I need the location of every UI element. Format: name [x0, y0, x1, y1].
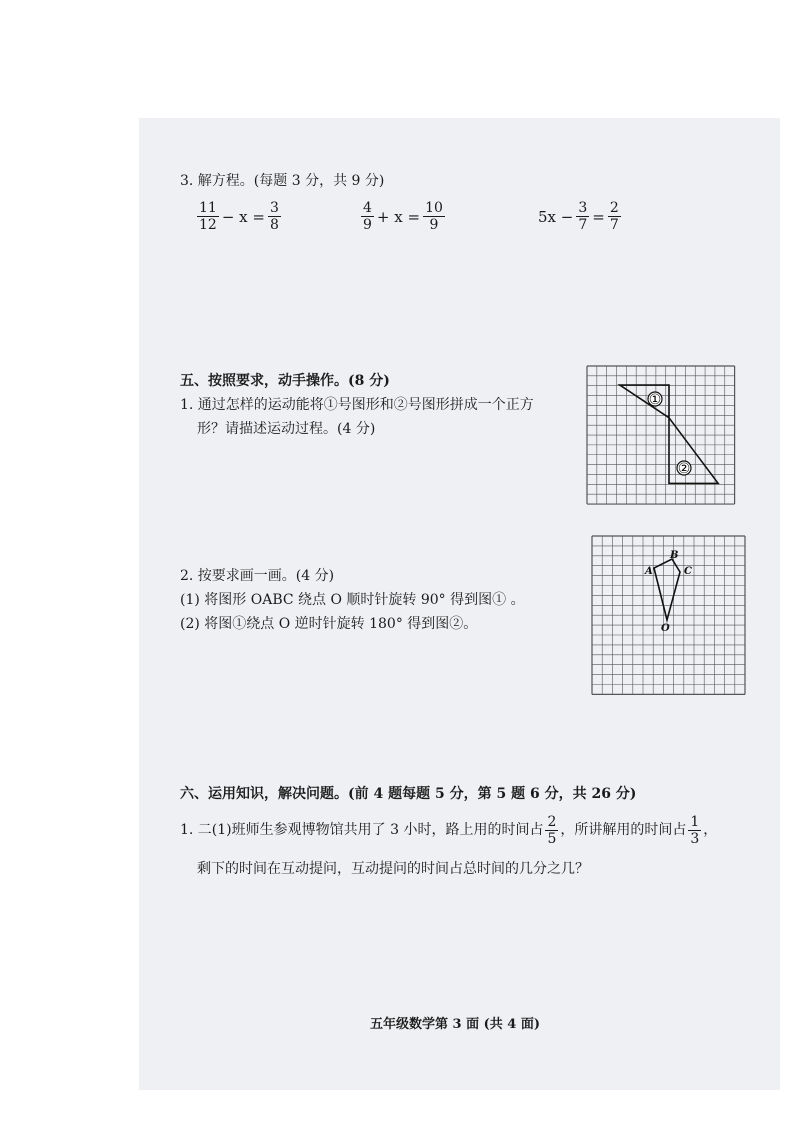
point-b-label: B — [670, 550, 679, 561]
point-o-label: O — [661, 623, 670, 634]
shape-oabc — [654, 559, 680, 620]
section5-q1-line1: 1. 通过怎样的运动能将①号图形和②号图形拼成一个正方 — [180, 397, 534, 413]
point-a-label: A — [645, 566, 653, 577]
eq3-prefix: 5x − — [538, 207, 574, 226]
shape-2-label: ② — [677, 461, 691, 477]
equation-3 — [538, 200, 621, 233]
eq1-operator: − x = — [221, 207, 265, 226]
section6-title: 六、运用知识，解决问题。(前 4 题每题 5 分，第 5 题 6 分，共 26 分) — [180, 786, 637, 802]
grid-2 — [592, 536, 746, 696]
shape-2-triangle — [669, 418, 718, 484]
q1-fraction-travel: $\frac{2}{5}$ — [547, 813, 557, 847]
q1-text-part2: ，所讲解用的时间占 — [560, 822, 687, 838]
section5-q1-line2: 形？请描述运动过程。(4 分) — [197, 421, 376, 437]
section5-title: 五、按照要求，动手操作。(8 分) — [180, 373, 390, 389]
eq3-frac-right: $\frac{2}{7}$ — [609, 200, 619, 233]
section6-q1-line2: 剩下的时间在互动提问，互动提问的时间占总时间的几分之几？ — [197, 861, 589, 877]
section5-q2-line1: (1) 将图形 OABC 绕点 O 顺时针旋转 90° 得到图① 。 — [180, 592, 525, 608]
equation-2 — [361, 200, 445, 233]
eq1-frac-left: $\frac{11}{12}$ — [199, 200, 217, 233]
q1-text-part3: ， — [703, 822, 718, 838]
eq2-frac-left: $\frac{4}{9}$ — [363, 200, 372, 233]
eq3-frac-left: $\frac{3}{7}$ — [578, 200, 588, 233]
page-footer: 五年级数学第 3 面 (共 4 面) — [370, 1017, 541, 1032]
eq1-frac-right: $\frac{3}{8}$ — [269, 200, 279, 233]
section5-q2-line2: (2) 将图①绕点 O 逆时针旋转 180° 得到图②。 — [180, 616, 478, 632]
section6-q1-line1 — [180, 812, 717, 848]
q1-fraction-explain: $\frac{1}{3}$ — [690, 813, 700, 847]
shape-1-label: ① — [648, 392, 662, 408]
eq3-operator: = — [592, 207, 605, 226]
grid-1 — [587, 366, 741, 504]
eq2-frac-right: $\frac{10}{9}$ — [425, 200, 443, 233]
point-c-label: C — [684, 566, 692, 577]
eq2-operator: + x = — [376, 207, 421, 226]
q1-text-part1: 1. 二(1)班师生参观博物馆共用了 3 小时，路上用的时间占 — [180, 822, 544, 838]
section5-q2-title: 2. 按要求画一画。(4 分) — [180, 568, 335, 584]
section3-title: 3. 解方程。(每题 3 分，共 9 分) — [180, 173, 385, 189]
equation-1 — [197, 200, 281, 233]
